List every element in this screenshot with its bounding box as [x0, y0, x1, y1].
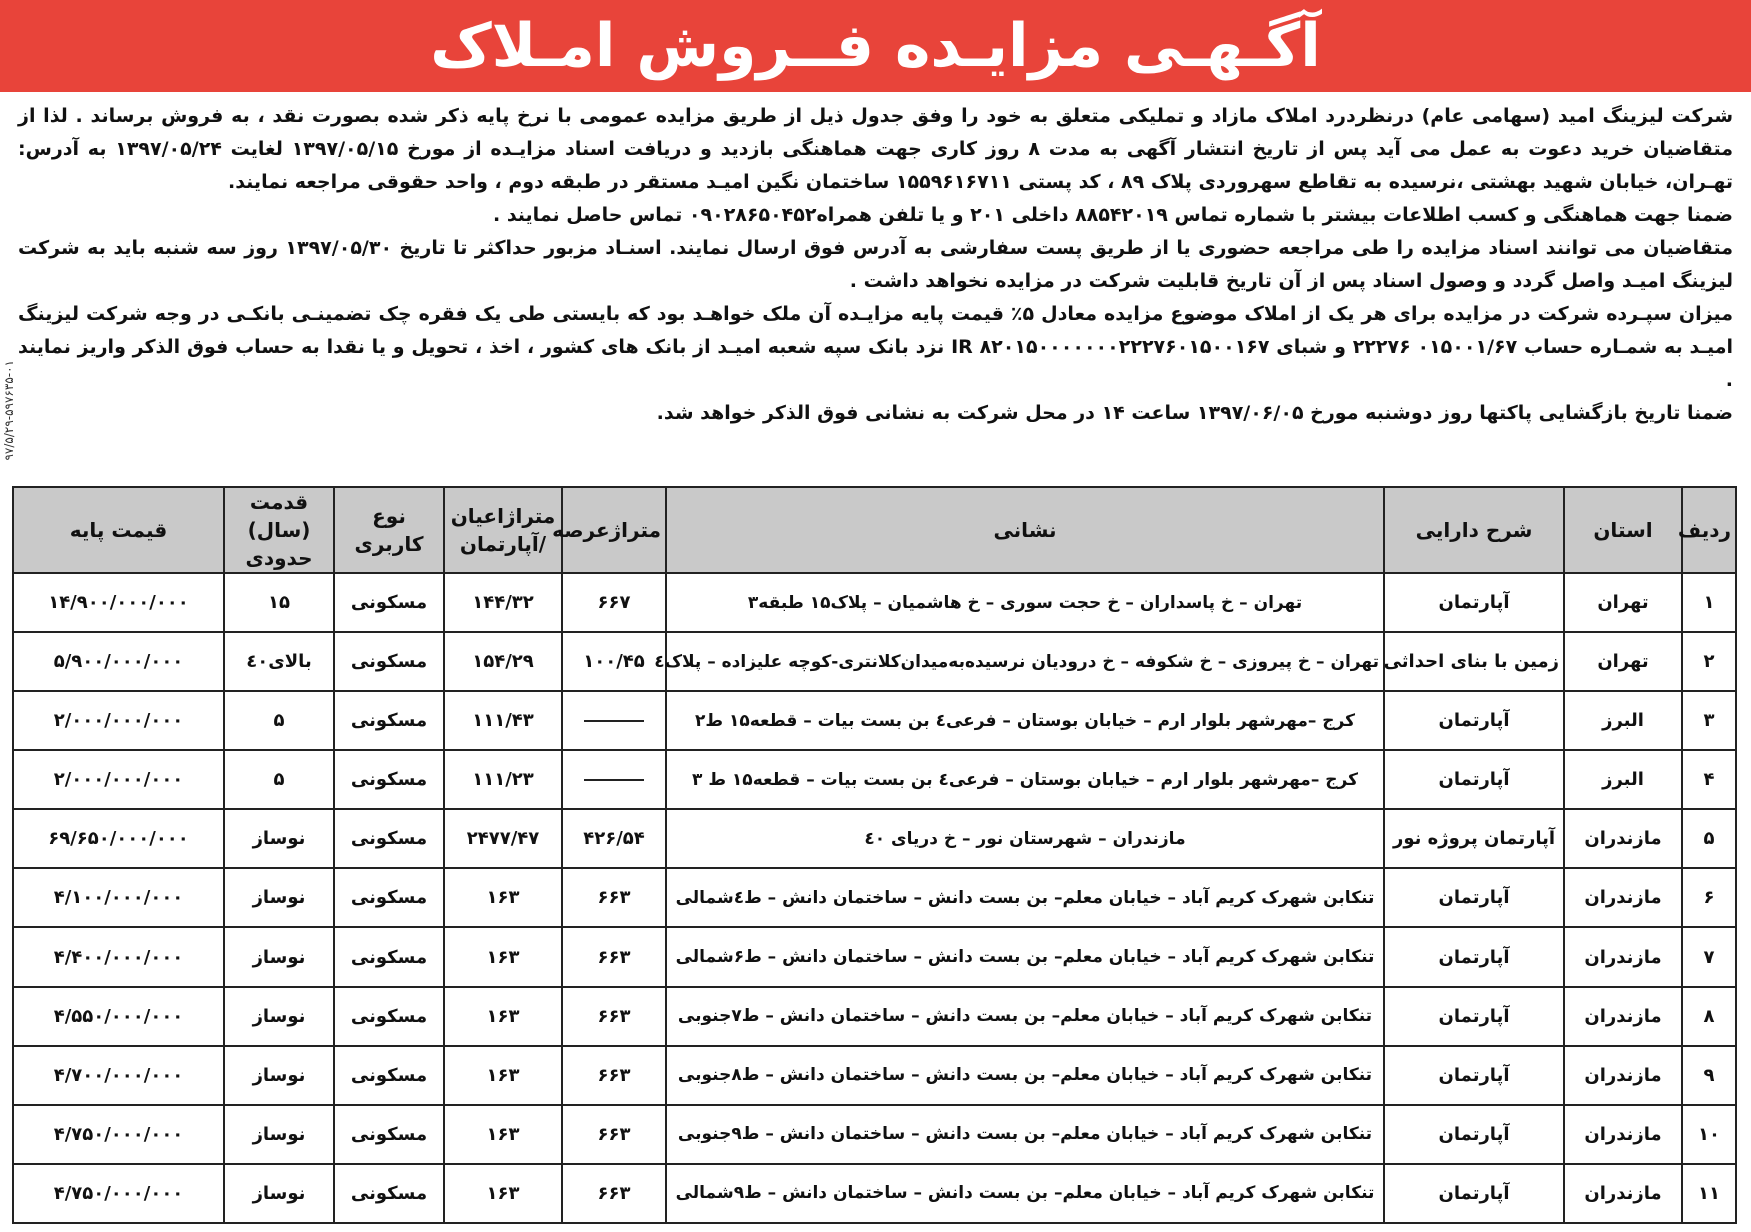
cell-building-area: ۱۶۳	[444, 1164, 562, 1223]
cell-building-area: ۱۶۳	[444, 1046, 562, 1105]
cell-building-area: ۱۴۴/۳۲	[444, 573, 562, 632]
cell-province: مازندران	[1564, 987, 1682, 1046]
table-body	[13, 573, 1736, 1223]
cell-base-price: ۴/۷۰۰/۰۰۰/۰۰۰	[13, 1046, 224, 1105]
cell-land-area: ۶۶۳	[562, 868, 666, 927]
cell-province: مازندران	[1564, 1164, 1682, 1223]
empty-dash	[584, 720, 644, 722]
cell-age: ۵	[224, 750, 334, 809]
cell-base-price: ۴/۱۰۰/۰۰۰/۰۰۰	[13, 868, 224, 927]
notice-body	[18, 100, 1733, 472]
paragraph-deposit: میزان سپـرده شرکت در مزایده برای هر یک از املاک موضوع مزایده معادل ۵٪ قیمت پایه مزایـده آن ملک خواهـد بود که بایستی طی یک فقره چک تضمینـی بانکـی در وجه شرکت لیزینگ امیـد به شمـاره حساب ۰۱۵۰۰۱/۶۷ ۲۲۲۷۶ و شبای IR ۸۲۰۱۵۰۰۰۰۰۰۰۲۲۲۷۶۰۱۵۰۰۱۶۷ نزد بانک سپه شعبه امیـد از بانک های کشور ، اخذ ، تحویل و یا نقدا به حساب فوق الذکر واریز نمایند .	[18, 303, 1733, 391]
cell-age: ۵	[224, 691, 334, 750]
cell-asset-description: آپارتمان	[1384, 927, 1564, 986]
table-row	[13, 750, 1736, 809]
cell-land-area: ۶۶۳	[562, 927, 666, 986]
cell-province: تهران	[1564, 632, 1682, 691]
cell-address: کرج –مهرشهر بلوار ارم – خیابان بوستان – فرعی٤ بن بست بیات – قطعه۱۵ ط ۳	[666, 750, 1384, 809]
cell-base-price: ۶۹/۶۵۰/۰۰۰/۰۰۰	[13, 809, 224, 868]
cell-usage-type: مسکونی	[334, 868, 444, 927]
cell-address: تنکابن شهرک کریم آباد – خیابان معلم– بن بست دانش – ساختمان دانش – ط۶شمالی	[666, 927, 1384, 986]
cell-age: بالای٤٠	[224, 632, 334, 691]
cell-land-area	[562, 691, 666, 750]
table-row	[13, 632, 1736, 691]
cell-base-price: ۴/۴۰۰/۰۰۰/۰۰۰	[13, 927, 224, 986]
cell-row-number: ۲	[1682, 632, 1736, 691]
cell-province: مازندران	[1564, 1046, 1682, 1105]
cell-asset-description: آپارتمان	[1384, 1164, 1564, 1223]
cell-building-area: ۱۶۳	[444, 1105, 562, 1164]
table-row	[13, 927, 1736, 986]
cell-row-number: ۶	[1682, 868, 1736, 927]
cell-age: نوساز	[224, 809, 334, 868]
cell-asset-description: آپارتمان	[1384, 573, 1564, 632]
cell-building-area: ۱۵۴/۲۹	[444, 632, 562, 691]
cell-province: البرز	[1564, 750, 1682, 809]
cell-usage-type: مسکونی	[334, 750, 444, 809]
properties-table	[12, 486, 1737, 1224]
table-row	[13, 1105, 1736, 1164]
cell-base-price: ۵/۹۰۰/۰۰۰/۰۰۰	[13, 632, 224, 691]
cell-building-area: ۱۱۱/۴۳	[444, 691, 562, 750]
cell-row-number: ۱	[1682, 573, 1736, 632]
cell-address: تنکابن شهرک کریم آباد – خیابان معلم– بن بست دانش – ساختمان دانش – ط٤شمالی	[666, 868, 1384, 927]
cell-land-area: ۶۶۳	[562, 1164, 666, 1223]
cell-age: نوساز	[224, 1164, 334, 1223]
table-row	[13, 868, 1736, 927]
cell-usage-type: مسکونی	[334, 1105, 444, 1164]
cell-age: نوساز	[224, 987, 334, 1046]
header-asset-description: شرح دارایی	[1384, 487, 1564, 573]
cell-base-price: ۴/۵۵۰/۰۰۰/۰۰۰	[13, 987, 224, 1046]
cell-row-number: ۱۰	[1682, 1105, 1736, 1164]
paragraph-intro: شرکت لیزینگ امید (سهامی عام) درنظردرد املاک مازاد و تملیکی متعلق به خود را وفق جدول ذیل از طریق مزایده عمومی با نرخ پایه ذکر شده بصورت نقد ، به فروش برساند . لذا از متقاضیان خرید دعوت به عمل می آید پس از تاریخ انتشار آگهی به مدت ۸ روز کاری جهت هماهنگی بازدید و دریافت اسناد مزایـده از مورخ ۱۳۹۷/۰۵/۱۵ لغایت ۱۳۹۷/۰۵/۲۴ به آدرس: تهـران، خیابان شهید بهشتی ،نرسیده به تقاطع سهروردی پلاک ۸۹ ، کد پستی ۱۵۵۹۶۱۶۷۱۱ ساختمان نگین امیـد مستقر در طبقه دوم ، واحد حقوقی مراجعه نمایند.	[18, 105, 1733, 193]
cell-age: نوساز	[224, 927, 334, 986]
cell-province: تهران	[1564, 573, 1682, 632]
table-row	[13, 573, 1736, 632]
notice-title: آگـهـی مزایـده فــروش امـلاک	[430, 11, 1321, 81]
table-row	[13, 1046, 1736, 1105]
cell-land-area: ۶۶۳	[562, 1105, 666, 1164]
cell-address: تنکابن شهرک کریم آباد – خیابان معلم– بن بست دانش – ساختمان دانش – ط۹جنوبی	[666, 1105, 1384, 1164]
cell-province: مازندران	[1564, 927, 1682, 986]
cell-usage-type: مسکونی	[334, 1046, 444, 1105]
table-row	[13, 987, 1736, 1046]
cell-usage-type: مسکونی	[334, 691, 444, 750]
header-land-area: متراژعرصه	[562, 487, 666, 573]
paragraph-documents: متقاضیان می توانند اسناد مزایده را طی مراجعه حضوری یا از طریق پست سفارشی به آدرس فوق ارسال نمایند. اسنـاد مزبور حداکثر تا تاریخ ۱۳۹۷/۰۵/۳۰ روز سه شنبه باید به شرکت لیزینگ امیـد واصل گردد و وصول اسناد پس از آن تاریخ قابلیت شرکت در مزایده نخواهد داشت .	[18, 237, 1733, 292]
cell-asset-description: آپارتمان	[1384, 1046, 1564, 1105]
cell-row-number: ۸	[1682, 987, 1736, 1046]
cell-province: مازندران	[1564, 868, 1682, 927]
cell-row-number: ۷	[1682, 927, 1736, 986]
cell-province: البرز	[1564, 691, 1682, 750]
cell-base-price: ۴/۷۵۰/۰۰۰/۰۰۰	[13, 1105, 224, 1164]
cell-row-number: ۹	[1682, 1046, 1736, 1105]
cell-land-area: ۶۶۳	[562, 987, 666, 1046]
cell-usage-type: مسکونی	[334, 1164, 444, 1223]
table-row	[13, 691, 1736, 750]
cell-usage-type: مسکونی	[334, 632, 444, 691]
cell-province: مازندران	[1564, 1105, 1682, 1164]
header-row-number: ردیف	[1682, 487, 1736, 573]
table-row	[13, 1164, 1736, 1223]
cell-usage-type: مسکونی	[334, 573, 444, 632]
cell-asset-description: زمین با بنای احداثی	[1384, 632, 1564, 691]
cell-base-price: ۲/۰۰۰/۰۰۰/۰۰۰	[13, 691, 224, 750]
paragraph-opening-date: ضمنا تاریخ بازگشایی پاکتها روز دوشنبه مورخ ۱۳۹۷/۰۶/۰۵ ساعت ۱۴ در محل شرکت به نشانی فوق الذکر خواهد شد.	[656, 402, 1733, 424]
empty-dash	[584, 779, 644, 781]
cell-row-number: ۵	[1682, 809, 1736, 868]
cell-usage-type: مسکونی	[334, 987, 444, 1046]
cell-asset-description: آپارتمان	[1384, 1105, 1564, 1164]
cell-age: نوساز	[224, 1046, 334, 1105]
cell-address: تنکابن شهرک کریم آباد – خیابان معلم– بن بست دانش – ساختمان دانش – ط۸جنوبی	[666, 1046, 1384, 1105]
cell-building-area: ۱۶۳	[444, 987, 562, 1046]
table-row	[13, 809, 1736, 868]
cell-age: نوساز	[224, 1105, 334, 1164]
side-code: ۹۷/۵/۲۹-۵۹۷۶۳۵-۰۱	[2, 360, 16, 461]
cell-row-number: ۴	[1682, 750, 1736, 809]
properties-table-wrapper	[14, 486, 1737, 1224]
cell-asset-description: آپارتمان پروژه نور	[1384, 809, 1564, 868]
cell-row-number: ۱۱	[1682, 1164, 1736, 1223]
header-base-price: قیمت پایه	[13, 487, 224, 573]
cell-base-price: ۲/۰۰۰/۰۰۰/۰۰۰	[13, 750, 224, 809]
cell-land-area	[562, 750, 666, 809]
header-usage-type: نوع کاربری	[334, 487, 444, 573]
table-header-row	[13, 487, 1736, 573]
cell-land-area: ۶۶۷	[562, 573, 666, 632]
cell-land-area: ۶۶۳	[562, 1046, 666, 1105]
cell-base-price: ۴/۷۵۰/۰۰۰/۰۰۰	[13, 1164, 224, 1223]
cell-row-number: ۳	[1682, 691, 1736, 750]
cell-building-area: ۲۴۷۷/۴۷	[444, 809, 562, 868]
paragraph-contact: ضمنا جهت هماهنگی و کسب اطلاعات بیشتر با شماره تماس ۸۸۵۴۲۰۱۹ داخلی ۲۰۱ و یا تلفن همراه۰۹۰۲۸۶۵۰۴۵۲ تماس حاصل نمایند .	[492, 204, 1733, 226]
cell-land-area: ۴۲۶/۵۴	[562, 809, 666, 868]
header-age: قدمت (سال) حدودی	[224, 487, 334, 573]
cell-building-area: ۱۶۳	[444, 927, 562, 986]
cell-address: تنکابن شهرک کریم آباد – خیابان معلم– بن بست دانش – ساختمان دانش – ط۷جنوبی	[666, 987, 1384, 1046]
cell-asset-description: آپارتمان	[1384, 750, 1564, 809]
cell-land-area: ۱۰۰/۴۵	[562, 632, 666, 691]
cell-address: تهران – خ پیروزی – خ شکوفه – خ درودیان نرسیده‌به‌میدان‌کلانتری-کوچه علیزاده – پلاک٤	[666, 632, 1384, 691]
cell-address: کرج –مهرشهر بلوار ارم – خیابان بوستان – فرعی٤ بن بست بیات – قطعه۱۵ ط۲	[666, 691, 1384, 750]
cell-age: ۱۵	[224, 573, 334, 632]
cell-asset-description: آپارتمان	[1384, 987, 1564, 1046]
cell-usage-type: مسکونی	[334, 809, 444, 868]
cell-address: مازندران – شهرستان نور – خ دریای ٤٠	[666, 809, 1384, 868]
cell-address: تنکابن شهرک کریم آباد – خیابان معلم– بن بست دانش – ساختمان دانش – ط۹شمالی	[666, 1164, 1384, 1223]
cell-base-price: ۱۴/۹۰۰/۰۰۰/۰۰۰	[13, 573, 224, 632]
cell-age: نوساز	[224, 868, 334, 927]
cell-usage-type: مسکونی	[334, 927, 444, 986]
cell-province: مازندران	[1564, 809, 1682, 868]
header-address: نشانی	[666, 487, 1384, 573]
cell-address: تهران – خ پاسداران – خ حجت سوری – خ هاشمیان – پلاک۱۵ طبقه۳	[666, 573, 1384, 632]
cell-asset-description: آپارتمان	[1384, 868, 1564, 927]
header-building-area: متراژاعیان /آپارتمان	[444, 487, 562, 573]
cell-building-area: ۱۱۱/۲۳	[444, 750, 562, 809]
cell-building-area: ۱۶۳	[444, 868, 562, 927]
header-province: استان	[1564, 487, 1682, 573]
title-banner	[0, 0, 1751, 92]
cell-asset-description: آپارتمان	[1384, 691, 1564, 750]
